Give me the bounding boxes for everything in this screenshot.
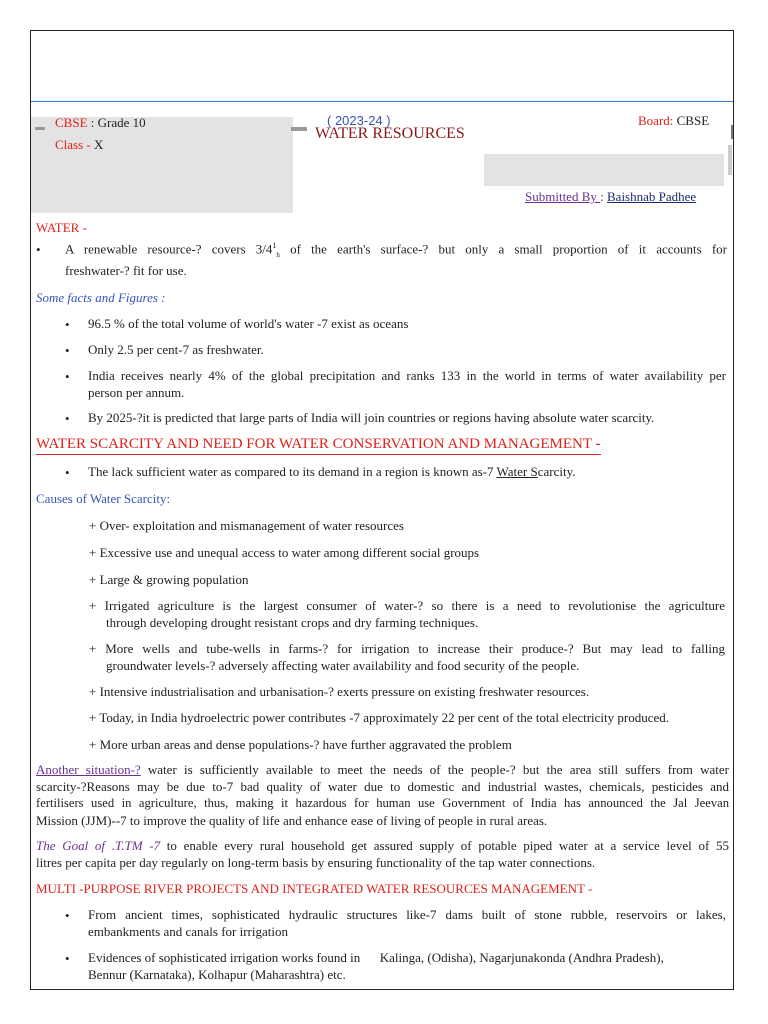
bullet-marker: • <box>65 908 70 923</box>
scarcity-term-rest: carcity. <box>537 464 576 479</box>
another-situation-lead: Another situation-? <box>36 762 141 777</box>
board-key: Board: <box>638 113 674 128</box>
grade-separator: : <box>87 115 98 130</box>
another-situation-text: water is sufficiently available to meet the needs of the people-? but the area still suffers from water <box>140 762 729 777</box>
multi-item-continued: embankments and canals for irrigation <box>88 924 288 939</box>
header-blank-area <box>31 31 733 102</box>
grade-info-box <box>31 117 293 213</box>
scarcity-term: Water S <box>496 464 538 479</box>
board-abbrev: CBSE <box>55 115 88 130</box>
scarcity-heading-text: WATER SCARCITY AND NEED FOR WATER CONSERVATION AND MANAGEMENT - <box>36 436 601 452</box>
document-page <box>30 30 734 990</box>
submission-box <box>484 154 724 186</box>
submitted-label: Submitted By <box>525 189 601 204</box>
cause-item: + Intensive industrialisation and urbanisation-? exerts pressure on existing freshwater resources. <box>89 684 590 699</box>
class-value: X <box>94 137 104 152</box>
fact-item-continued: person per annum. <box>88 385 185 400</box>
board-line <box>638 113 709 129</box>
academic-year: ( 2023-24 ) <box>327 113 391 128</box>
water-description-line1 <box>65 241 727 259</box>
decorative-bar <box>731 125 733 139</box>
grade-value: Grade 10 <box>97 115 146 130</box>
multi-item: From ancient times, sophisticated hydraulic structures like-7 dams built of stone rubble, reservoirs or lakes, <box>88 907 726 922</box>
cause-item: + Today, in India hydroelectric power contributes -7 approximately 22 per cent of the total electricity produced. <box>89 710 670 725</box>
decorative-dots <box>35 127 45 130</box>
cause-item: + Irrigated agriculture is the largest consumer of water-? so there is a need to revolutionise the agriculture <box>89 598 725 613</box>
scarcity-definition-text: The lack sufficient water as compared to its demand in a region is known as-7 <box>88 464 497 479</box>
decorative-bar-2 <box>728 145 732 175</box>
board-value: CBSE <box>673 113 710 128</box>
water-description-line2: freshwater-? fit for use. <box>65 263 187 278</box>
causes-heading: Causes of Water Scarcity: <box>36 491 171 506</box>
multi-item-continued: Bennur (Karnataka), Kolhapur (Maharashtra) etc. <box>88 967 346 982</box>
submitted-by <box>525 189 696 205</box>
scarcity-heading <box>36 436 601 455</box>
goal-text: to enable every rural household get assured supply of potable piped water at a service level of 55 <box>160 838 730 853</box>
cause-item: + More wells and tube-wells in farms-? for irrigation to increase their produce-? But may lead to falling <box>89 641 725 656</box>
submitted-sep: : <box>600 189 607 204</box>
cause-item: + Over- exploitation and mismanagement of water resources <box>89 518 404 533</box>
bullet-marker: • <box>65 951 70 966</box>
water-heading: WATER - <box>36 220 87 235</box>
cause-item-continued: groundwater levels-? adversely affecting water availability and food security of the people. <box>106 658 580 673</box>
submitted-name: Baishnab Padhee <box>607 189 697 204</box>
goal-line2: litres per capita per day regularly on long-term basis by ensuring functionality of the tap water connections. <box>36 855 596 870</box>
another-situation-line2: scarcity-?Reasons may be due to-7 bad quality of water due to domestic and industrial wastes, chemicals, pesticides and <box>36 779 729 794</box>
cause-item: + More urban areas and dense populations-? have further aggravated the problem <box>89 737 512 752</box>
cause-item: + Excessive use and unequal access to water among different social groups <box>89 545 480 560</box>
page-title: WATER RESOURCES <box>315 125 465 142</box>
bullet-marker: • <box>65 411 70 426</box>
scarcity-definition <box>88 464 576 480</box>
water-text-a: A renewable resource-? covers 3/4 <box>65 241 273 257</box>
fact-item: By 2025-?it is predicted that large parts of India will join countries or regions having absolute water scarcity. <box>88 410 655 425</box>
grade-line <box>55 115 146 131</box>
another-situation-line1 <box>36 762 729 778</box>
water-sup: 1 <box>272 241 277 250</box>
fact-item: Only 2.5 per cent-7 as freshwater. <box>88 342 264 357</box>
another-situation-line4: Mission (JJM)--7 to improve the quality of life and enhance ease of living of people in rural areas. <box>36 813 548 828</box>
cause-item: + Large & growing population <box>89 572 249 587</box>
multi-item: Evidences of sophisticated irrigation works found in Kalinga, (Odisha), Nagarjunakonda (Andhra Pradesh), <box>88 950 664 965</box>
another-situation-line3: fertilisers used in agriculture, thus, making it hazardous for human use Government of India has announced the Jal Jeevan <box>36 796 729 810</box>
multi-purpose-heading: MULTI -PURPOSE RIVER PROJECTS AND INTEGRATED WATER RESOURCES MANAGEMENT - <box>36 881 593 896</box>
cause-item-continued: through developing drought resistant crops and dry farming techniques. <box>106 615 479 630</box>
water-sub: h <box>276 250 280 259</box>
class-line <box>55 137 103 153</box>
bullet-marker: • <box>65 343 70 358</box>
goal-lead: The Goal of .T.TM -7 <box>36 838 161 853</box>
fact-item: 96.5 % of the total volume of world's water -7 exist as oceans <box>88 316 409 331</box>
goal-line1 <box>36 838 729 854</box>
water-text-b: of the earth's surface-? but only a small proportion of it accounts for <box>279 241 727 257</box>
decorative-dash <box>291 127 307 131</box>
facts-heading: Some facts and Figures : <box>36 290 166 305</box>
bullet-marker: • <box>65 317 70 332</box>
class-label: Class - <box>55 137 94 152</box>
bullet-marker: • <box>36 242 41 257</box>
bullet-marker: • <box>65 465 70 480</box>
fact-item: India receives nearly 4% of the global precipitation and ranks 133 in the world in terms of water availability per <box>88 368 726 383</box>
bullet-marker: • <box>65 369 70 384</box>
